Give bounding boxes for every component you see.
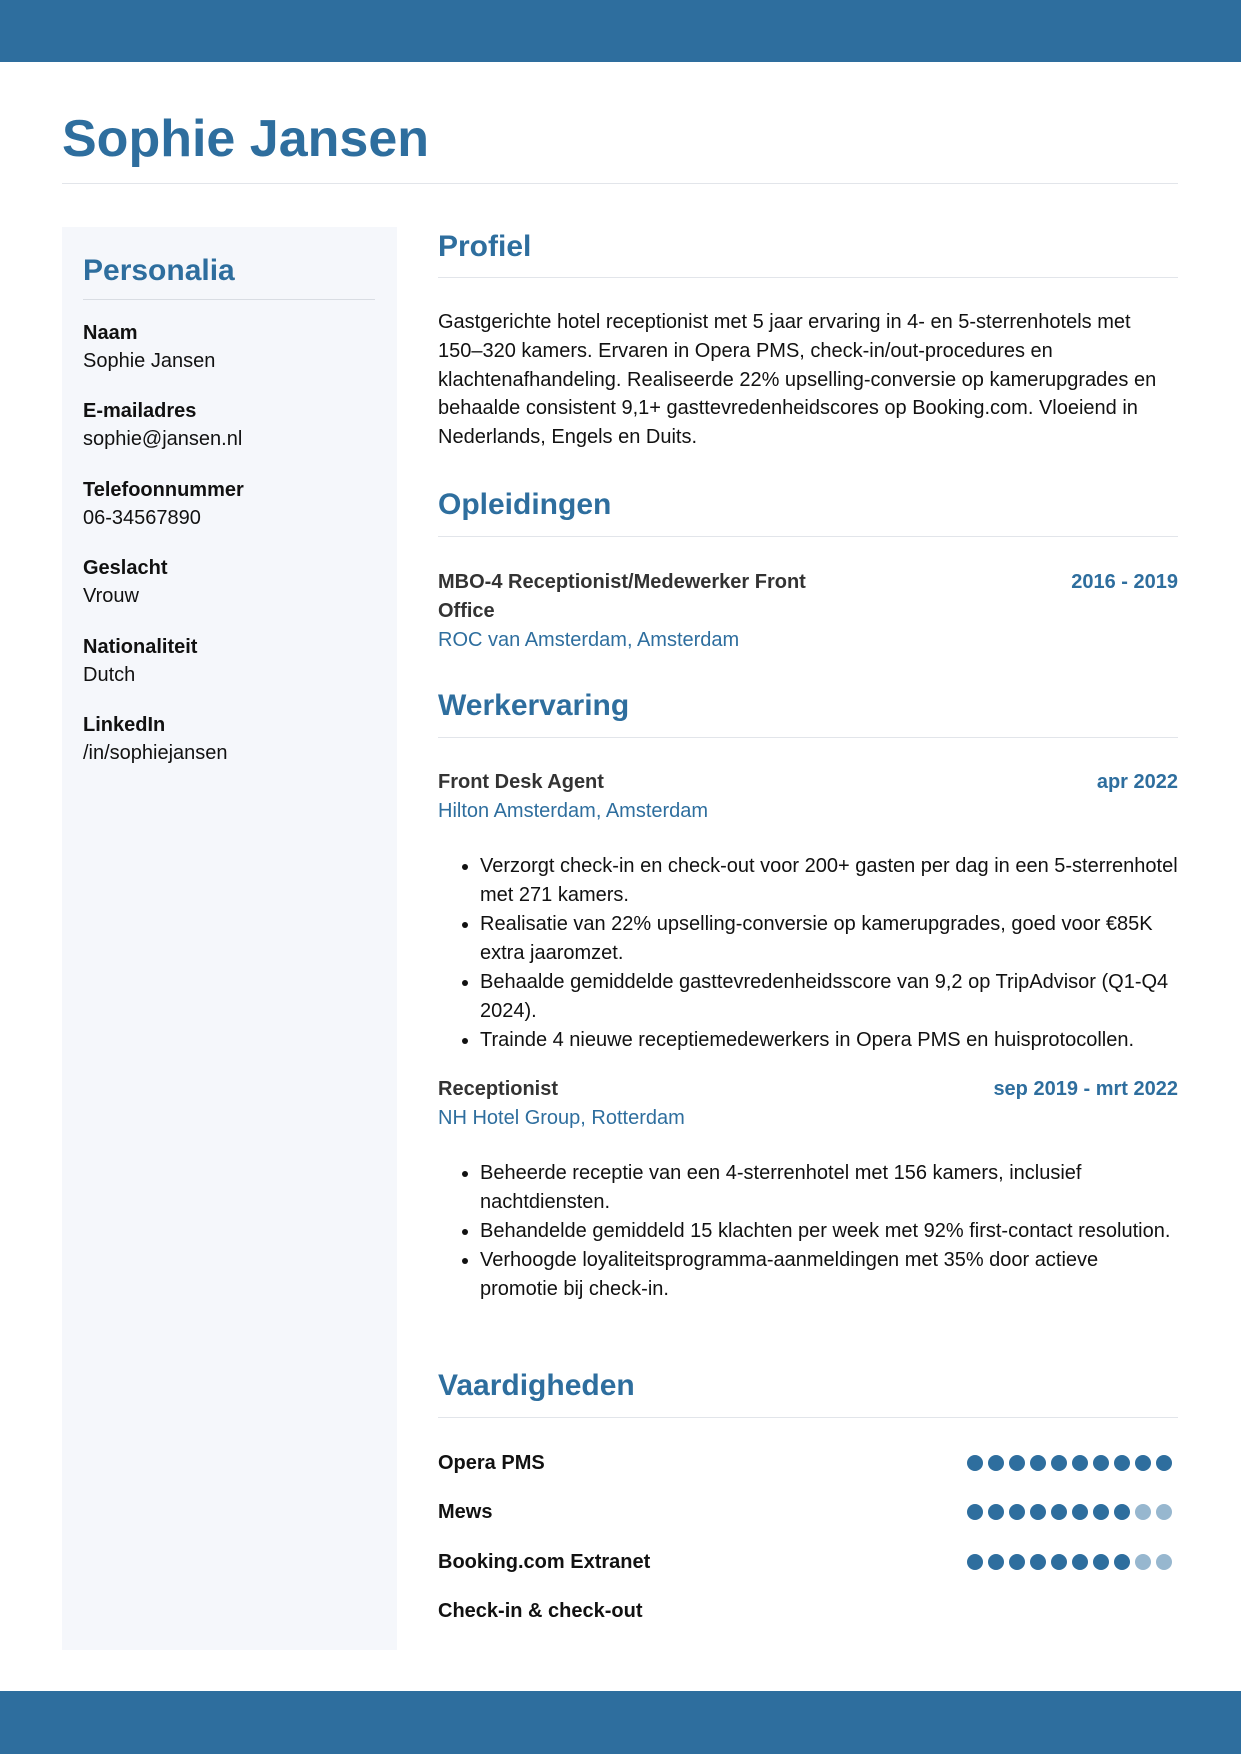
field-value: sophie@jansen.nl bbox=[83, 428, 243, 451]
field-label: E-mailadres bbox=[83, 400, 197, 423]
rating-dot-filled bbox=[1009, 1455, 1025, 1471]
field-gender bbox=[83, 554, 375, 632]
education-title: Opleidingen bbox=[438, 488, 612, 521]
rating-dot-filled bbox=[1051, 1504, 1067, 1520]
list-item: • Behandelde gemiddeld 15 klachten per week met 92% first-contact resolution. bbox=[480, 1217, 1178, 1246]
rating-dot-filled bbox=[988, 1504, 1004, 1520]
section-divider bbox=[438, 737, 1178, 738]
rating-dot-filled bbox=[1009, 1554, 1025, 1570]
footer-bar bbox=[0, 1691, 1241, 1754]
field-label: Telefoonnummer bbox=[83, 478, 244, 501]
skill-name: Opera PMS bbox=[438, 1452, 545, 1474]
education-entry bbox=[438, 568, 1178, 655]
field-label: Naam bbox=[83, 322, 138, 344]
list-item: • Beheerde receptie van een 4-sterrenhotel met 156 kamers, inclusief nachtdiensten. bbox=[480, 1159, 1178, 1217]
rating-dot-filled bbox=[1051, 1455, 1067, 1471]
list-item: • Trainde 4 nieuwe receptiemedewerkers in Opera PMS en huisprotocollen. bbox=[480, 1026, 1178, 1055]
rating-dot-empty bbox=[1135, 1554, 1151, 1570]
section-divider bbox=[438, 277, 1178, 278]
rating-dot-filled bbox=[1093, 1504, 1109, 1520]
name-divider bbox=[62, 183, 1178, 184]
education-institution: ROC van Amsterdam, Amsterdam bbox=[438, 629, 740, 651]
skill-name: Booking.com Extranet bbox=[438, 1551, 651, 1573]
candidate-name: Sophie Jansen bbox=[62, 110, 429, 168]
rating-dot-filled bbox=[1051, 1554, 1067, 1570]
rating-dot-filled bbox=[1135, 1455, 1151, 1471]
field-label: Nationaliteit bbox=[83, 635, 198, 658]
rating-dot-filled bbox=[1030, 1504, 1046, 1520]
field-value: Vrouw bbox=[83, 585, 139, 608]
skill-name: Check-in & check-out bbox=[438, 1600, 643, 1622]
field-nationality bbox=[83, 633, 375, 711]
rating-dot-empty bbox=[1156, 1504, 1172, 1520]
job-date: sep 2019 - mrt 2022 bbox=[993, 1078, 1178, 1100]
profile-title: Profiel bbox=[438, 230, 532, 263]
experience-entry bbox=[438, 1075, 1178, 1304]
list-item: • Verzorgt check-in en check-out voor 200+ gasten per dag in een 5-sterrenhotel met 271 kamers. bbox=[480, 852, 1178, 910]
rating-dot-filled bbox=[967, 1554, 983, 1570]
field-value: 06-34567890 bbox=[83, 506, 201, 529]
rating-dot-filled bbox=[988, 1455, 1004, 1471]
rating-dot-filled bbox=[1072, 1504, 1088, 1520]
field-value: Dutch bbox=[83, 663, 136, 686]
education-date: 2016 - 2019 bbox=[1071, 571, 1178, 593]
rating-dot-empty bbox=[1135, 1504, 1151, 1520]
experience-entry bbox=[438, 768, 1178, 1055]
field-phone bbox=[83, 476, 375, 554]
job-company: Hilton Amsterdam, Amsterdam bbox=[438, 800, 709, 822]
experience-title: Werkervaring bbox=[438, 689, 630, 722]
skill-rating bbox=[967, 1455, 1178, 1471]
rating-dot-filled bbox=[967, 1504, 983, 1520]
rating-dot-empty bbox=[1156, 1554, 1172, 1570]
rating-dot-filled bbox=[1072, 1554, 1088, 1570]
field-email bbox=[83, 397, 375, 475]
profile-text: Gastgerichte hotel receptionist met 5 jaar ervaring in 4- en 5-sterrenhotels met 150–320 kamers. Ervaren in Opera PMS, check-in/out-procedures en klachtenafhandeling. Realiseerde 22% upselling-conversie op kamerupgrades en behaalde consistent 9,1+ gasttevredenheidscores op Booking.com. Vloeiend in Nederlands, Engels en Duits. bbox=[438, 311, 1157, 449]
field-name bbox=[83, 319, 375, 397]
section-divider bbox=[438, 536, 1178, 537]
job-title: Front Desk Agent bbox=[438, 771, 604, 793]
rating-dot-filled bbox=[1093, 1455, 1109, 1471]
skill-row bbox=[438, 1497, 1178, 1527]
skill-rating bbox=[967, 1554, 1178, 1570]
rating-dot-filled bbox=[967, 1455, 983, 1471]
rating-dot-filled bbox=[1114, 1455, 1130, 1471]
field-linkedin bbox=[83, 711, 375, 789]
field-value: Sophie Jansen bbox=[83, 350, 216, 372]
skill-row bbox=[438, 1448, 1178, 1478]
job-title: Receptionist bbox=[438, 1078, 559, 1100]
sidebar-divider bbox=[83, 299, 375, 300]
section-divider bbox=[438, 1417, 1178, 1418]
rating-dot-filled bbox=[1009, 1504, 1025, 1520]
rating-dot-filled bbox=[1030, 1455, 1046, 1471]
rating-dot-filled bbox=[988, 1554, 1004, 1570]
skill-row bbox=[438, 1547, 1178, 1577]
education-degree: MBO-4 Receptionist/Medewerker Front Office bbox=[438, 571, 806, 622]
list-item: • Realisatie van 22% upselling-conversie op kamerupgrades, goed voor €85K extra jaaromzet. bbox=[480, 910, 1178, 968]
field-label: LinkedIn bbox=[83, 713, 166, 736]
rating-dot-filled bbox=[1093, 1554, 1109, 1570]
rating-dot-filled bbox=[1156, 1455, 1172, 1471]
skill-rating bbox=[967, 1504, 1178, 1520]
skill-row bbox=[438, 1596, 1178, 1626]
header-bar bbox=[0, 0, 1241, 62]
list-item: • Behaalde gemiddelde gasttevredenheidsscore van 9,2 op TripAdvisor (Q1-Q4 2024). bbox=[480, 968, 1178, 1026]
rating-dot-filled bbox=[1114, 1554, 1130, 1570]
personal-details-title: Personalia bbox=[83, 254, 235, 287]
list-item: • Verhoogde loyaliteitsprogramma-aanmeldingen met 35% door actieve promotie bij check-in. bbox=[480, 1246, 1178, 1304]
personal-details-sidebar bbox=[62, 227, 397, 1650]
skill-name: Mews bbox=[438, 1501, 493, 1523]
field-value: /in/sophiejansen bbox=[83, 741, 228, 764]
job-bullets bbox=[438, 852, 1178, 1055]
job-company: NH Hotel Group, Rotterdam bbox=[438, 1107, 685, 1129]
rating-dot-filled bbox=[1114, 1504, 1130, 1520]
job-bullets bbox=[438, 1159, 1178, 1304]
rating-dot-filled bbox=[1030, 1554, 1046, 1570]
field-label: Geslacht bbox=[83, 557, 168, 580]
job-date: apr 2022 bbox=[1096, 771, 1178, 793]
personal-details-list bbox=[83, 319, 375, 789]
skills-title: Vaardigheden bbox=[438, 1369, 635, 1402]
rating-dot-filled bbox=[1072, 1455, 1088, 1471]
